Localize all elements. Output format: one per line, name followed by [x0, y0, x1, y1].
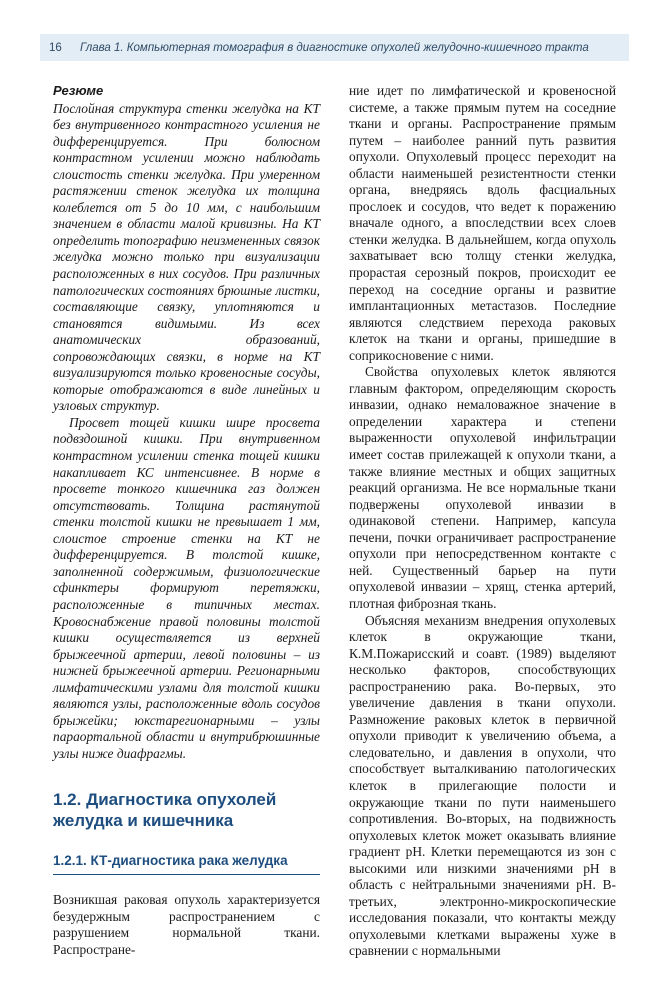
section-heading: 1.2. Диагностика опухолей желудка и кишечника [53, 790, 277, 831]
chapter-title: Глава 1. Компьютерная томография в диагностике опухолей желудочно-кишечного тракта [80, 41, 589, 54]
intro-paragraph: Возникшая раковая опухоль характеризуется безудержным распространением с разрушением нормальной ткани. Распростране- [53, 891, 320, 957]
body-paragraph: ние идет по лимфатической и кровеносной системе, а также прямым путем на соседние ткани и органы. Распространение прямым путем – наиболее ранний путь развития опухоли. Опухолевый процесс переходит на области наименьшей резистентности стенки органа, внедряясь вдоль фасциальных прослоек и сосудов, что ведет к поражению вначале одного, а впоследствии всех слоев стенки желудка. В дальнейшем, когда опухоль захватывает всю толщу стенки желудка, прорастая серозный покров, происходит ее переход на соседние органы и развитие имплантационных метастазов. Последние являются следствием перехода раковых клеток на ткани и органы, пришедшие в соприкосновение с ними. [349, 83, 616, 363]
page-number: 16 [49, 41, 62, 54]
summary-title: Резюме [53, 83, 104, 98]
right-column [349, 83, 616, 960]
summary-paragraph: Послойная структура стенки желудка на КТ без внутривенного контрастного усиления не дифференцируется. При болюсном контрастном усилении можно наблюдать слоистость стенки желудка. При умеренном растяжении стенок желудка их толщина колеблется от 5 до 10 мм, с наибольшим значением в области малой кривизны. На КТ определить топографию неизмененных связок желудка можно только при визуализации расположенных в них сосудов. При различных патологических состояниях брюшные листки, составляющие связку, уплотняются и становятся видимыми. Из всех анатомических образований, сопровождающих связки, в норме на КТ визуализируются только кровеносные сосуды, которые отображаются в виде линейных и узловых структур. [53, 100, 320, 414]
body-paragraph: Свойства опухолевых клеток являются главным фактором, определяющим скорость инвазии, однако немаловажное значение в определении характера и степени выраженности опухолевой инфильтрации имеет состав прилежащей к опухоли ткани, а также влияние местных и общих защитных реакций организма. Не все нормальные ткани подвержены опухолевой инвазии в одинаковой степени. Например, капсула печени, почки ограничивает распространение опухоли при непосредственном контакте с ней. Существенный барьер на пути опухолевой инвазии – хрящ, стенка артерий, плотная фиброзная ткань. [349, 364, 616, 611]
summary-block [53, 83, 320, 762]
running-header [40, 34, 629, 61]
summary-paragraph: Просвет тощей кишки шире просвета подвздошной кишки. При внутривенном контрастном усилении стенка тощей кишки накапливает КС интенсивнее. В норме в просвете тонкого кишечника газ должен отсутствовать. Толщина растянутой стенки толстой кишки не превышает 1 мм, слоистое строение стенки на КТ не дифференцируется. В толстой кишке, заполненной содержимым, физиологические сфинктеры формируют перетяжки, расположенные в типичных местах. Кровоснабжение правой половины толстой кишки осуществляется из верхней брыжеечной артерии, левой половины – из нижней брыжеечной артерии. Регионарными лимфатическими узлами для толстой кишки являются узлы, расположенные вдоль сосудов брыжейки; юкстарегионарными – узлы параортальной области и внутрибрюшинные узлы ниже диафрагмы. [53, 414, 320, 761]
left-column [53, 83, 320, 958]
body-paragraph: Объясняя механизм внедрения опухолевых клеток в окружающие ткани, К.М.Пожарисский и соавт. (1989) выделяют несколько факторов, способствующих распространению рака. Во-первых, это увеличение давления в ткани опухоли. Размножение раковых клеток в первичной опухоли приводит к увеличению объема, а следовательно, и давления в опухоли, что способствует выталкиванию патологических клеток в прилегающие полости и окружающие ткани по пути наименьшего сопротивления. Во-вторых, на подвижность опухолевых клеток может оказывать влияние градиент pH. Клетки перемещаются из зон с высокими или низкими значениями pH в область с нейтральными значениями pH. В-третьих, электронно-микроскопические исследования показали, что контакты между опухолевыми клетками выражены хуже в сравнении с нормальными [349, 612, 616, 959]
subsection-heading: 1.2.1. КТ-диагностика рака желудка [53, 853, 320, 875]
